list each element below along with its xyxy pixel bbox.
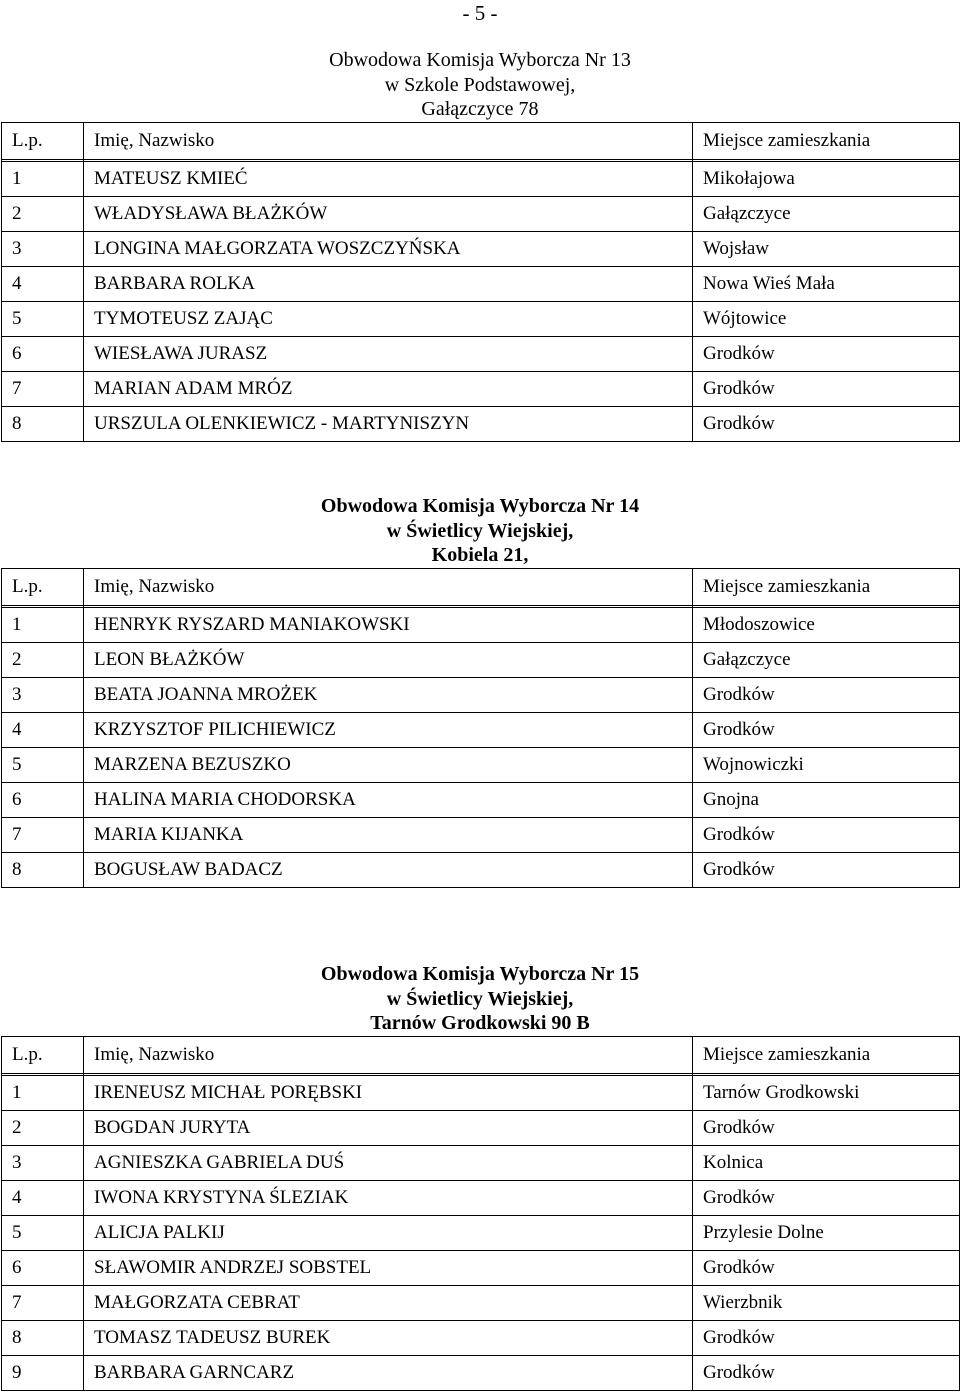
table-row	[2, 406, 960, 441]
column-header-name: Imię, Nazwisko	[84, 1036, 693, 1073]
member-name: LONGINA MAŁGORZATA WOSZCZYŃSKA	[84, 231, 693, 266]
row-number: 1	[2, 607, 84, 642]
row-number: 5	[2, 747, 84, 782]
row-number: 3	[2, 677, 84, 712]
table-row	[2, 231, 960, 266]
member-residence: Gałązczyce	[693, 642, 960, 677]
member-name: IRENEUSZ MICHAŁ PORĘBSKI	[84, 1075, 693, 1110]
member-residence: Wojnowiczki	[693, 747, 960, 782]
table-row	[2, 1250, 960, 1285]
section-title: Obwodowa Komisja Wyborcza Nr 15	[320, 963, 640, 985]
table-row	[2, 1285, 960, 1320]
member-residence: Grodków	[693, 336, 960, 371]
member-residence: Grodków	[693, 406, 960, 441]
member-residence: Wierzbnik	[693, 1285, 960, 1320]
member-residence: Grodków	[693, 371, 960, 406]
table-row	[2, 1075, 960, 1110]
row-number: 8	[2, 852, 84, 887]
table-row	[2, 1145, 960, 1180]
member-name: BARBARA ROLKA	[84, 266, 693, 301]
members-table	[1, 568, 960, 888]
member-name: BEATA JOANNA MROŻEK	[84, 677, 693, 712]
member-residence: Gnojna	[693, 782, 960, 817]
row-number: 1	[2, 1075, 84, 1110]
table-row	[2, 266, 960, 301]
member-residence: Nowa Wieś Mała	[693, 266, 960, 301]
member-name: MARZENA BEZUSZKO	[84, 747, 693, 782]
table-row	[2, 747, 960, 782]
column-header-lp: L.p.	[2, 568, 84, 605]
member-name: BARBARA GARNCARZ	[84, 1355, 693, 1390]
table-row	[2, 852, 960, 887]
table-header-row	[2, 568, 960, 605]
table-row	[2, 196, 960, 231]
row-number: 6	[2, 1250, 84, 1285]
row-number: 4	[2, 1180, 84, 1215]
member-residence: Grodków	[693, 852, 960, 887]
member-residence: Młodoszowice	[693, 607, 960, 642]
table-row	[2, 817, 960, 852]
page-number: - 5 -	[462, 1, 498, 25]
member-name: MARIAN ADAM MRÓZ	[84, 371, 693, 406]
table-header-row	[2, 1036, 960, 1073]
column-header-lp: L.p.	[2, 122, 84, 159]
row-number: 7	[2, 817, 84, 852]
member-name: HALINA MARIA CHODORSKA	[84, 782, 693, 817]
row-number: 2	[2, 196, 84, 231]
commission-section-13	[0, 48, 960, 442]
table-row	[2, 301, 960, 336]
table-row	[2, 1355, 960, 1390]
table-row	[2, 1215, 960, 1250]
member-residence: Grodków	[693, 1110, 960, 1145]
table-row	[2, 607, 960, 642]
row-number: 5	[2, 1215, 84, 1250]
member-residence: Grodków	[693, 712, 960, 747]
row-number: 6	[2, 336, 84, 371]
row-number: 3	[2, 1145, 84, 1180]
members-table	[1, 1036, 960, 1391]
member-name: BOGUSŁAW BADACZ	[84, 852, 693, 887]
table-row	[2, 1180, 960, 1215]
table-row	[2, 712, 960, 747]
member-residence: Mikołajowa	[693, 161, 960, 196]
member-residence: Grodków	[693, 1320, 960, 1355]
member-residence: Kolnica	[693, 1145, 960, 1180]
row-number: 2	[2, 1110, 84, 1145]
column-header-place: Miejsce zamieszkania	[693, 1036, 960, 1073]
member-residence: Wójtowice	[693, 301, 960, 336]
section-address: Kobiela 21,	[431, 544, 529, 566]
member-residence: Grodków	[693, 1355, 960, 1390]
row-number: 7	[2, 1285, 84, 1320]
table-row	[2, 677, 960, 712]
member-residence: Wojsław	[693, 231, 960, 266]
column-header-name: Imię, Nazwisko	[84, 568, 693, 605]
member-residence: Grodków	[693, 1180, 960, 1215]
member-residence: Przylesie Dolne	[693, 1215, 960, 1250]
section-address: Tarnów Grodkowski 90 B	[370, 1012, 590, 1034]
section-title: Obwodowa Komisja Wyborcza Nr 14	[320, 495, 640, 517]
row-number: 1	[2, 161, 84, 196]
member-name: ALICJA PALKIJ	[84, 1215, 693, 1250]
members-table	[1, 122, 960, 442]
member-name: WŁADYSŁAWA BŁAŻKÓW	[84, 196, 693, 231]
member-residence: Gałązczyce	[693, 196, 960, 231]
member-name: MAŁGORZATA CEBRAT	[84, 1285, 693, 1320]
member-residence: Grodków	[693, 677, 960, 712]
member-residence: Grodków	[693, 817, 960, 852]
table-row	[2, 1320, 960, 1355]
table-header-row	[2, 122, 960, 159]
member-name: KRZYSZTOF PILICHIEWICZ	[84, 712, 693, 747]
table-row	[2, 782, 960, 817]
row-number: 8	[2, 1320, 84, 1355]
row-number: 9	[2, 1355, 84, 1390]
commission-section-15	[0, 962, 960, 1391]
row-number: 7	[2, 371, 84, 406]
table-row	[2, 161, 960, 196]
member-name: IWONA KRYSTYNA ŚLEZIAK	[84, 1180, 693, 1215]
row-number: 5	[2, 301, 84, 336]
member-name: URSZULA OLENKIEWICZ - MARTYNISZYN	[84, 406, 693, 441]
section-address: Gałązczyce 78	[421, 98, 539, 120]
section-location: w Świetlicy Wiejskiej,	[386, 987, 574, 1010]
column-header-lp: L.p.	[2, 1036, 84, 1073]
member-name: WIESŁAWA JURASZ	[84, 336, 693, 371]
section-title: Obwodowa Komisja Wyborcza Nr 13	[329, 49, 631, 71]
table-row	[2, 336, 960, 371]
column-header-name: Imię, Nazwisko	[84, 122, 693, 159]
member-name: TOMASZ TADEUSZ BUREK	[84, 1320, 693, 1355]
row-number: 4	[2, 712, 84, 747]
table-row	[2, 1110, 960, 1145]
member-name: AGNIESZKA GABRIELA DUŚ	[84, 1145, 693, 1180]
table-row	[2, 642, 960, 677]
row-number: 8	[2, 406, 84, 441]
member-name: TYMOTEUSZ ZAJĄC	[84, 301, 693, 336]
table-row	[2, 371, 960, 406]
row-number: 3	[2, 231, 84, 266]
member-name: HENRYK RYSZARD MANIAKOWSKI	[84, 607, 693, 642]
row-number: 2	[2, 642, 84, 677]
row-number: 4	[2, 266, 84, 301]
member-name: BOGDAN JURYTA	[84, 1110, 693, 1145]
member-name: LEON BŁAŻKÓW	[84, 642, 693, 677]
column-header-place: Miejsce zamieszkania	[693, 568, 960, 605]
member-residence: Tarnów Grodkowski	[693, 1075, 960, 1110]
member-name: MATEUSZ KMIEĆ	[84, 161, 693, 196]
member-name: SŁAWOMIR ANDRZEJ SOBSTEL	[84, 1250, 693, 1285]
commission-section-14	[0, 494, 960, 888]
section-location: w Szkole Podstawowej,	[384, 73, 576, 96]
row-number: 6	[2, 782, 84, 817]
section-location: w Świetlicy Wiejskiej,	[386, 519, 574, 542]
column-header-place: Miejsce zamieszkania	[693, 122, 960, 159]
member-residence: Grodków	[693, 1250, 960, 1285]
member-name: MARIA KIJANKA	[84, 817, 693, 852]
